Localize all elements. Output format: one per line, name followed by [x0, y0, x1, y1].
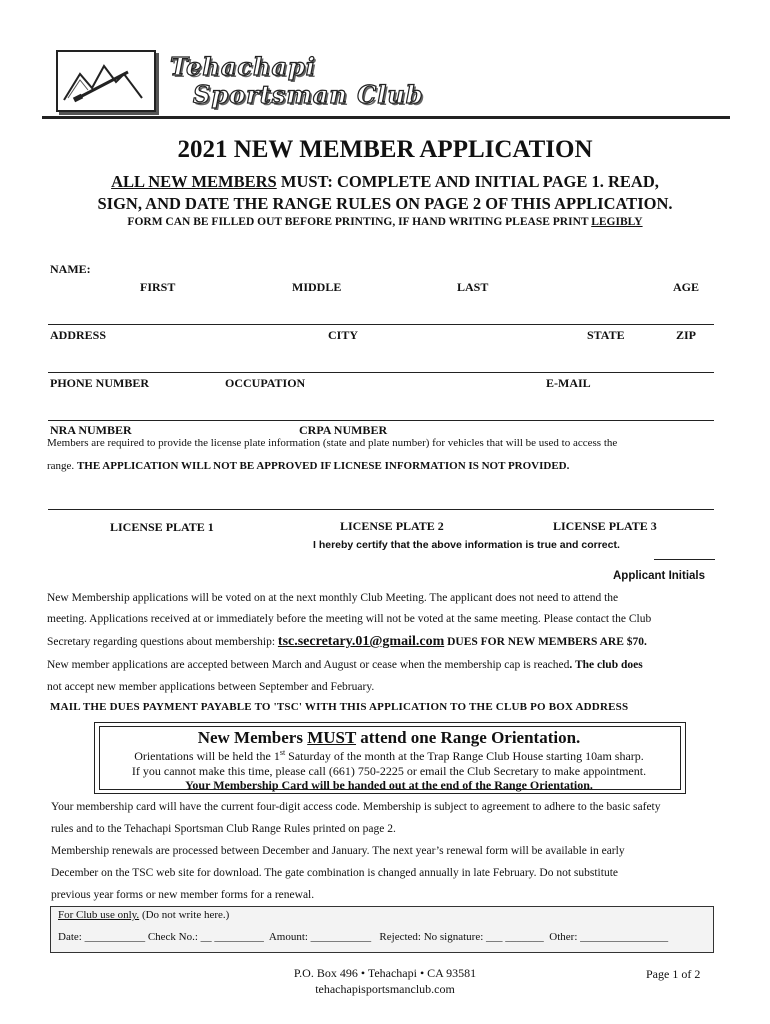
orientation-line-1-a: Orientations will be held the 1 [134, 749, 280, 763]
club-logo [56, 50, 156, 112]
orientation-must: MUST [307, 728, 357, 747]
page-number: Page 1 of 2 [646, 967, 701, 981]
orientation-title [99, 728, 679, 748]
membership-line-4: December on the TSC web site for download. The gate combination is changed annually in late February. Do not substitute [51, 867, 618, 879]
name-field-line[interactable] [48, 324, 714, 325]
instructions-rest: MUST: COMPLETE AND INITIAL PAGE 1. READ, [276, 172, 659, 191]
phone-label: PHONE NUMBER [50, 376, 149, 390]
form-note [0, 216, 770, 228]
license-plate-2-label: LICENSE PLATE 2 [340, 519, 444, 533]
email-label: E-MAIL [546, 376, 591, 390]
certify-statement: I hereby certify that the above information is true and correct. [313, 539, 620, 551]
info-line-5: not accept new member applications between September and February. [47, 681, 375, 693]
license-warning [47, 460, 569, 472]
orientation-line-3: Your Membership Card will be handed out at the end of the Range Orientation. [185, 778, 593, 792]
city-label: CITY [328, 328, 359, 342]
zip-label: ZIP [676, 328, 697, 342]
applicant-initials-label: Applicant Initials [613, 570, 706, 582]
phone-field-line[interactable] [48, 420, 714, 421]
membership-line-3: Membership renewals are processed between December and January. The next year’s renewal form will be available in early [51, 845, 625, 857]
info-line-4 [47, 659, 643, 671]
info-line-2: meeting. Applications received at or immediately before the meeting will not be voted at the same meeting. Please contact the Club [47, 613, 652, 625]
license-field-line[interactable] [48, 509, 714, 510]
membership-line-5: previous year forms or new member forms for a renewal. [51, 889, 315, 901]
mountain-rifle-icon [58, 52, 154, 110]
license-warning-bold: THE APPLICATION WILL NOT BE APPROVED IF LICNESE INFORMATION IS NOT PROVIDED. [76, 460, 570, 472]
orientation-line-1-sup: st [279, 748, 286, 757]
club-use-heading [58, 909, 229, 921]
first-name-label: FIRST [140, 280, 176, 294]
header-divider [42, 116, 730, 119]
orientation-title-a: New Members [197, 728, 308, 747]
orientation-line-2: If you cannot make this time, please call (661) 750-2225 or email the Club Secretary to make appointment. [131, 764, 647, 778]
info-line-3 [47, 634, 647, 650]
initials-field-line[interactable] [654, 559, 715, 560]
last-name-label: LAST [457, 280, 489, 294]
secretary-email-link[interactable]: tsc.secretary.01@gmail.com [277, 634, 445, 649]
info-line-4-a: New member applications are accepted between March and August or cease when the membership cap is reached [47, 659, 570, 671]
club-use-fields: Date: ___________ Check No.: __ _________ Amount: ___________ Rejected: No signature: ___ _______ Other: ________________ [58, 931, 669, 943]
occupation-label: OCCUPATION [225, 376, 306, 390]
footer-address: P.O. Box 496 • Tehachapi • CA 93581 [293, 966, 477, 980]
info-secretary-text: Secretary regarding questions about membership: [47, 636, 278, 648]
club-use-heading-rest: (Do not write here.) [139, 909, 230, 921]
membership-line-1: Your membership card will have the current four-digit access code. Membership is subject to agreement to adhere to the basic safety [51, 801, 661, 813]
page-title: 2021 NEW MEMBER APPLICATION [177, 136, 593, 163]
orientation-line-1 [99, 748, 679, 764]
footer-website: tehachapisportsmanclub.com [315, 982, 455, 996]
license-plate-3-label: LICENSE PLATE 3 [553, 519, 657, 533]
middle-name-label: MIDDLE [292, 280, 342, 294]
logo-text-line2: Sportsman Club [193, 80, 424, 109]
info-line-1: New Membership applications will be voted on at the next monthly Club Meeting. The applicant does not need to attend the [47, 592, 619, 604]
info-line-4-b: . The club does [569, 659, 643, 671]
mail-instructions: MAIL THE DUES PAYMENT PAYABLE TO 'TSC' WITH THIS APPLICATION TO THE CLUB PO BOX ADDRESS [50, 701, 629, 713]
address-field-line[interactable] [48, 372, 714, 373]
nra-label: NRA NUMBER [50, 423, 132, 437]
state-label: STATE [587, 328, 625, 342]
license-warning-prefix: range. [47, 460, 77, 472]
club-use-heading-underlined: For Club use only. [58, 909, 140, 921]
logo-text-line1: Tehachapi [170, 52, 316, 81]
license-note: Members are required to provide the license plate information (state and plate number) for vehicles that will be used to access the [47, 437, 618, 449]
form-note-legibly: LEGIBLY [591, 216, 643, 228]
address-label: ADDRESS [50, 328, 107, 342]
instructions-line1 [0, 172, 770, 192]
orientation-title-b: attend one Range Orientation. [356, 728, 581, 747]
crpa-label: CRPA NUMBER [299, 423, 388, 437]
name-label: NAME: [50, 262, 91, 276]
instructions-line2: SIGN, AND DATE THE RANGE RULES ON PAGE 2 OF THIS APPLICATION. [97, 194, 673, 213]
instructions-underlined: ALL NEW MEMBERS [111, 172, 277, 191]
age-label: AGE [673, 280, 700, 294]
form-note-text: FORM CAN BE FILLED OUT BEFORE PRINTING, IF HAND WRITING PLEASE PRINT [127, 216, 592, 228]
membership-line-2: rules and to the Tehachapi Sportsman Club Range Rules printed on page 2. [51, 823, 396, 835]
orientation-line-1-b: Saturday of the month at the Trap Range Club House starting 10am sharp. [285, 749, 644, 763]
license-plate-1-label: LICENSE PLATE 1 [110, 520, 214, 534]
dues-text: DUES FOR NEW MEMBERS ARE $70. [444, 636, 647, 648]
